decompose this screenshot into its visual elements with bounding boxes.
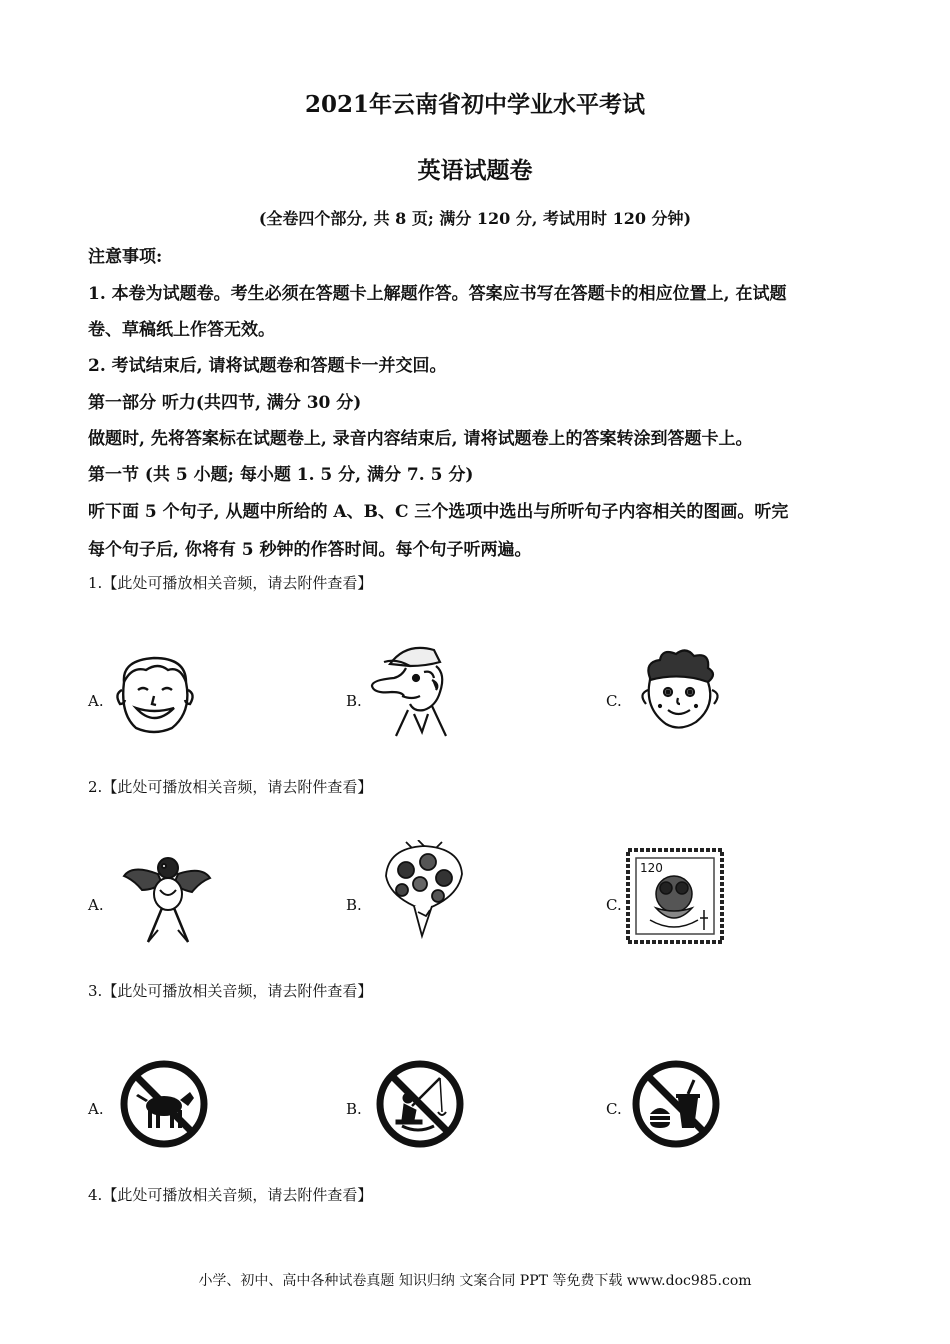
note-item-1-cont: 卷、草稿纸上作答无效。 bbox=[88, 320, 275, 340]
question-number: 4. bbox=[88, 1186, 103, 1204]
section1-instruction-cont: 每个句子后, 你将有 5 秒钟的作答时间。每个句子听两遍。 bbox=[88, 540, 532, 560]
question-number: 3. bbox=[88, 982, 103, 1000]
stamp-value: 120 bbox=[640, 861, 663, 875]
audio-note[interactable]: 【此处可播放相关音频，请去附件查看】 bbox=[102, 778, 373, 796]
paper-subtitle: 英语试题卷 bbox=[417, 157, 533, 184]
audio-note[interactable]: 【此处可播放相关音频，请去附件查看】 bbox=[102, 574, 373, 592]
page-footer[interactable]: 小学、初中、高中各种试卷真题 知识归纳 文案合同 PPT 等免费下载 www.doc985.com bbox=[198, 1273, 752, 1289]
no-food-drink-sign-icon bbox=[630, 1058, 722, 1150]
part1-heading: 第一部分 听力(共四节, 满分 30 分) bbox=[88, 393, 362, 413]
option-b[interactable]: B. bbox=[346, 692, 362, 710]
audio-note[interactable]: 【此处可播放相关音频，请去附件查看】 bbox=[102, 1186, 373, 1204]
no-dogs-sign-icon bbox=[118, 1058, 210, 1150]
section1-heading: 第一节 (共 5 小题; 每小题 1. 5 分, 满分 7. 5 分) bbox=[88, 465, 474, 485]
option-a[interactable]: A. bbox=[88, 692, 104, 710]
notes-heading: 注意事项: bbox=[88, 247, 163, 267]
part1-instruction: 做题时, 先将答案标在试题卷上, 录音内容结束后, 请将试题卷上的答案转涂到答题卡上。 bbox=[88, 429, 753, 449]
question-3 bbox=[88, 980, 372, 1001]
section1-instruction: 听下面 5 个句子, 从题中所给的 A、B、C 三个选项中选出与所听句子内容相关的图画。听完 bbox=[88, 502, 789, 522]
option-c[interactable]: C. bbox=[606, 896, 622, 914]
paper-info: (全卷四个部分, 共 8 页; 满分 120 分, 考试用时 120 分钟) bbox=[258, 209, 692, 228]
option-c[interactable]: C. bbox=[606, 1100, 622, 1118]
question-number: 1. bbox=[88, 574, 103, 592]
option-a[interactable]: A. bbox=[88, 896, 104, 914]
question-number: 2. bbox=[88, 778, 103, 796]
postage-stamp-icon bbox=[626, 848, 724, 944]
note-item-2: 2. 考试结束后, 请将试题卷和答题卡一并交回。 bbox=[88, 356, 447, 376]
curly-hair-boy-icon bbox=[630, 646, 730, 736]
option-b[interactable]: B. bbox=[346, 1100, 362, 1118]
question-1 bbox=[88, 572, 372, 593]
note-item-1: 1. 本卷为试题卷。考生必须在答题卡上解题作答。答案应书写在答题卡的相应位置上, 在试题 bbox=[88, 284, 787, 304]
man-with-cap-icon bbox=[366, 640, 458, 738]
option-c[interactable]: C. bbox=[606, 692, 622, 710]
smiling-boy-icon bbox=[110, 652, 200, 736]
audio-note[interactable]: 【此处可播放相关音频，请去附件查看】 bbox=[102, 982, 373, 1000]
question-2 bbox=[88, 776, 372, 797]
flower-bouquet-icon bbox=[376, 840, 472, 940]
no-fishing-sign-icon bbox=[374, 1058, 466, 1150]
swallow-kite-icon bbox=[118, 850, 214, 946]
question-4 bbox=[88, 1184, 372, 1205]
exam-title: 2021年云南省初中学业水平考试 bbox=[304, 91, 645, 118]
option-b[interactable]: B. bbox=[346, 896, 362, 914]
option-a[interactable]: A. bbox=[88, 1100, 104, 1118]
